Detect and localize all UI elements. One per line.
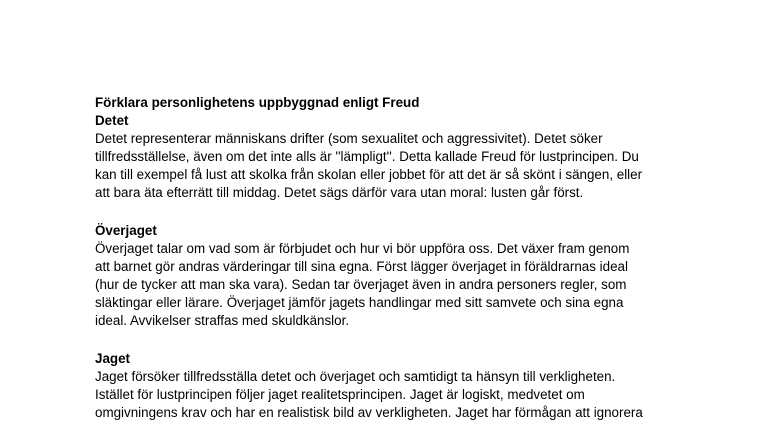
paragraph-line: (hur de tycker att man ska vara). Sedan tar överjaget även in andra personers regler, som [95,277,627,292]
paragraph-line: att bara äta efterrätt till middag. Detet sägs därför vara utan moral: lusten går först. [95,185,584,200]
section-detet [95,112,735,202]
paragraph-line: Istället för lustprincipen följer jaget realitetsprincipen. Jaget är logiskt, medvetet om [95,387,585,402]
paragraph-line: Jaget försöker tillfredsställa detet och överjaget och samtidigt ta hänsyn till verkligheten. [95,369,616,384]
paragraph-line: kan till exempel få lust att skolka från skolan eller jobbet för att det är så skönt i sängen, eller [95,167,643,182]
paragraph-line: Överjaget talar om vad som är förbjudet och hur vi bör uppföra oss. Det växer fram genom [95,241,630,256]
paragraph-line: tillfredsställelse, även om det inte alls är ''lämpligt''. Detta kallade Freud för lustprincipen. Du [95,149,639,164]
document-body [95,94,735,422]
section-heading: Detet [95,113,129,128]
paragraph-line: släktingar eller lärare. Överjaget jämför jagets handlingar med sitt samvete och sina egna [95,295,624,310]
section-heading: Överjaget [95,223,157,238]
section-jaget [95,350,735,422]
section-overjaget [95,222,735,330]
paragraph-spacer [95,202,735,222]
paragraph-line: att barnet gör andras värderingar till sina egna. Först lägger överjaget in föräldrarnas ideal [95,259,628,274]
paragraph-line: Detet representerar människans drifter (som sexualitet och aggressivitet). Detet söker [95,131,603,146]
paragraph-spacer [95,330,735,350]
paragraph-line: omgivningens krav och har en realistisk bild av verkligheten. Jaget har förmågan att ignorera [95,405,643,420]
section-heading: Jaget [95,351,130,366]
paragraph-line: ideal. Avvikelser straffas med skuldkänslor. [95,313,350,328]
document-title: Förklara personlighetens uppbyggnad enligt Freud [95,95,420,110]
